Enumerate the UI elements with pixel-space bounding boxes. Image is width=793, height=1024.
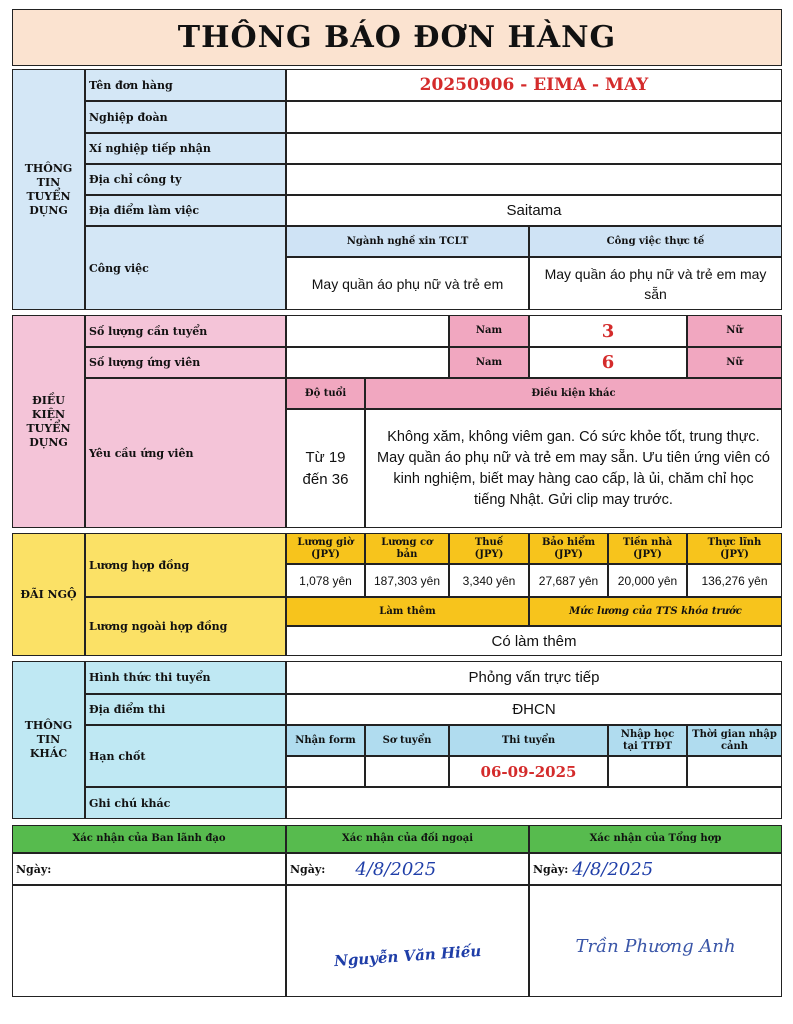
needed-label: Số lượng cần tuyển [85,315,286,347]
external-signature: Nguyễn Văn Hiếu [333,941,482,971]
housing-value: 20,000 yên [608,564,687,597]
enterprise-value [286,133,782,164]
job-label: Công việc [85,226,286,310]
exam-place-label: Địa điểm thi [85,694,286,725]
overtime-header: Làm thêm [286,597,529,626]
tax-header: Thuế (JPY) [449,533,529,564]
candidates-male-value: 6 [529,347,687,378]
leadership-date-row [12,853,286,885]
enrollment-header: Nhập học tại TTĐT [608,725,687,756]
order-name-label: Tên đơn hàng [85,69,286,101]
external-confirm-header: Xác nhận của đối ngoại [286,825,529,853]
general-signature-area [529,885,782,997]
pre-screen-header: Sơ tuyển [365,725,449,756]
candidates-total [286,347,449,378]
general-date-label: Ngày: [533,862,569,876]
requirements-label: Yêu cầu ứng viên [85,378,286,528]
exam-place-value: ĐHCN [286,694,782,725]
hourly-wage-header: Lương giờ (JPY) [286,533,365,564]
exam-date-value: 06-09-2025 [449,756,608,787]
contract-salary-label: Lương hợp đồng [85,533,286,597]
net-pay-value: 136,276 yên [687,564,782,597]
leadership-date-label: Ngày: [16,862,52,876]
entry-time-value [687,756,782,787]
needed-male-value: 3 [529,315,687,347]
candidates-label: Số lượng ứng viên [85,347,286,378]
section-benefits: ĐÃI NGỘ [12,533,85,656]
workplace-label: Địa điểm làm việc [85,195,286,226]
receive-form-value [286,756,365,787]
general-confirm-header: Xác nhận của Tổng hợp [529,825,782,853]
union-value [286,101,782,133]
needed-male-label: Nam [449,315,529,347]
prev-salary-header: Mức lương của TTS khóa trước [529,597,782,626]
section-other-info: THÔNG TIN KHÁC [12,661,85,819]
external-date-row [286,853,529,885]
base-salary-value: 187,303 yên [365,564,449,597]
section-conditions: ĐIỀU KIỆN TUYỂN DỤNG [12,315,85,528]
general-date-row [529,853,782,885]
tax-value: 3,340 yên [449,564,529,597]
job-actual-header: Công việc thực tế [529,226,782,257]
notes-value [286,787,782,819]
title-banner [12,9,782,66]
leadership-signature-area [12,885,286,997]
candidates-male-label: Nam [449,347,529,378]
notes-label: Ghi chú khác [85,787,286,819]
enterprise-label: Xí nghiệp tiếp nhận [85,133,286,164]
job-registered-value: May quần áo phụ nữ và trẻ em [286,257,529,310]
external-date-label: Ngày: [290,862,326,876]
insurance-header: Bảo hiểm (JPY) [529,533,608,564]
extra-salary-label: Lương ngoài hợp đồng [85,597,286,656]
entry-time-header: Thời gian nhập cảnh [687,725,782,756]
receive-form-header: Nhận form [286,725,365,756]
leadership-confirm-header: Xác nhận của Ban lãnh đạo [12,825,286,853]
job-registered-header: Ngành nghề xin TCLT [286,226,529,257]
company-address-label: Địa chỉ công ty [85,164,286,195]
general-signature: Trần Phương Anh [575,935,736,957]
other-conditions-header: Điều kiện khác [365,378,782,409]
page-title: THÔNG BÁO ĐƠN HÀNG [177,20,617,55]
net-pay-header: Thực lĩnh (JPY) [687,533,782,564]
workplace-value: Saitama [286,195,782,226]
overtime-value: Có làm thêm [286,626,782,656]
exam-form-value: Phỏng vấn trực tiếp [286,661,782,694]
section-recruitment-info: THÔNG TIN TUYỂN DỤNG [12,69,85,310]
job-actual-value: May quần áo phụ nữ và trẻ em may sẵn [529,257,782,310]
order-name-value: 20250906 - EIMA - MAY [286,69,782,101]
exam-form-label: Hình thức thi tuyển [85,661,286,694]
needed-female-label: Nữ [687,315,782,347]
enrollment-value [608,756,687,787]
housing-header: Tiền nhà (JPY) [608,533,687,564]
exam-header: Thi tuyển [449,725,608,756]
needed-total [286,315,449,347]
age-header: Độ tuổi [286,378,365,409]
company-address-value [286,164,782,195]
external-date-handwritten: 4/8/2025 [355,858,437,880]
deadline-label: Hạn chốt [85,725,286,787]
age-value: Từ 19 đến 36 [286,409,365,528]
base-salary-header: Lương cơ bản [365,533,449,564]
pre-screen-value [365,756,449,787]
hourly-wage-value: 1,078 yên [286,564,365,597]
other-conditions-value: Không xăm, không viêm gan. Có sức khỏe tốt, trung thực. May quần áo phụ nữ và trẻ em may sẵn. Ưu tiên ứng viên có kinh nghiệm, biết may hàng cao cấp, là ủi, chăm chỉ học tiếng Nhật. Gửi clip may trước. [365,409,782,528]
candidates-female-label: Nữ [687,347,782,378]
general-date-handwritten: 4/8/2025 [572,858,654,880]
external-signature-area [286,885,529,997]
union-label: Nghiệp đoàn [85,101,286,133]
insurance-value: 27,687 yên [529,564,608,597]
